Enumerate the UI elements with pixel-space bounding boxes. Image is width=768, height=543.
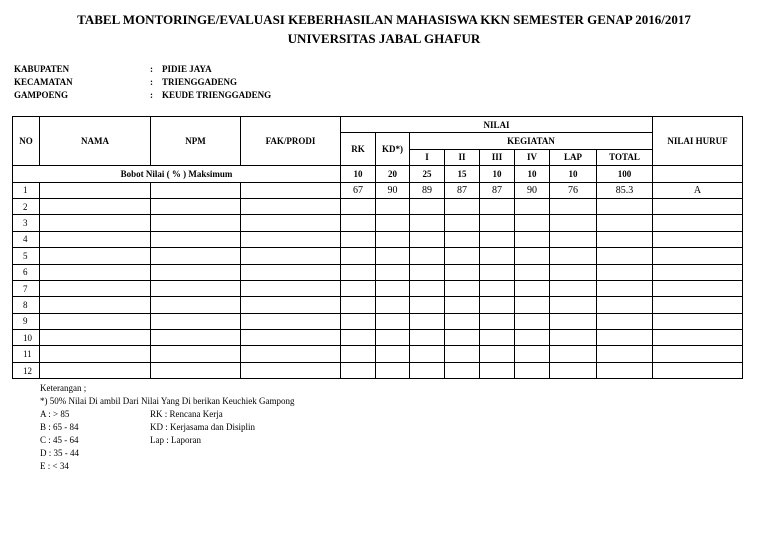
row-iii [480,362,515,378]
row-npm [151,198,241,214]
bobot-total: 100 [597,166,653,182]
row-fak-prodi [241,362,341,378]
row-total [597,248,653,264]
row-nilai-huruf [653,362,743,378]
row-kd [376,330,410,346]
row-npm [151,330,241,346]
grade-range: E : < 34 [40,461,69,471]
row-no: 5 [13,248,40,264]
row-nama [40,297,151,313]
row-lap [550,297,597,313]
info-label: GAMPOENG [14,90,68,100]
row-iv [515,346,550,362]
row-iv [515,330,550,346]
row-lap [550,280,597,296]
bobot-iii: 10 [480,166,515,182]
location-info [14,63,271,102]
row-total [597,264,653,280]
row-lap [550,362,597,378]
row-nama [40,330,151,346]
row-npm [151,313,241,329]
header-nilai: NILAI [341,117,653,133]
row-nilai-huruf [653,248,743,264]
row-kd [376,264,410,280]
row-no: 3 [13,215,40,231]
row-nama [40,182,151,198]
info-value: PIDIE JAYA [162,64,212,74]
row-total [597,297,653,313]
row-i [410,264,445,280]
bobot-lap: 10 [550,166,597,182]
row-fak-prodi [241,330,341,346]
row-kd [376,231,410,247]
row-rk [341,264,376,280]
row-iv [515,313,550,329]
table-row [13,280,743,296]
header-iv: IV [515,149,550,165]
row-kd [376,313,410,329]
row-no: 12 [13,362,40,378]
grade-legend-row [40,460,294,473]
info-row-gampoeng [14,89,271,102]
row-npm [151,248,241,264]
row-fak-prodi [241,280,341,296]
table-row [13,330,743,346]
notes [40,382,294,473]
row-iii [480,280,515,296]
row-ii [445,346,480,362]
header-kd: KD*) [376,133,410,166]
header-row [13,117,743,133]
row-lap [550,231,597,247]
table-row [13,362,743,378]
row-ii [445,313,480,329]
row-nilai-huruf [653,264,743,280]
row-iv [515,280,550,296]
row-iv [515,362,550,378]
row-lap [550,330,597,346]
info-value: KEUDE TRIENGGADENG [162,90,272,100]
row-npm [151,231,241,247]
info-row-kecamatan [14,76,271,89]
row-total [597,215,653,231]
row-ii [445,248,480,264]
row-ii [445,330,480,346]
info-separator: : [150,77,153,87]
bobot-huruf [653,166,743,182]
row-ii [445,231,480,247]
row-nama [40,264,151,280]
row-npm [151,362,241,378]
row-rk [341,248,376,264]
row-iv [515,198,550,214]
header-kegiatan: KEGIATAN [410,133,653,149]
row-ii: 87 [445,182,480,198]
row-rk [341,231,376,247]
row-fak-prodi [241,248,341,264]
grade-legend-row [40,408,294,421]
row-kd [376,280,410,296]
row-nilai-huruf [653,215,743,231]
row-total [597,231,653,247]
row-total: 85.3 [597,182,653,198]
row-fak-prodi [241,346,341,362]
row-nama [40,198,151,214]
row-i [410,313,445,329]
bobot-label: Bobot Nilai ( % ) Maksimum [13,166,341,182]
row-i [410,280,445,296]
table-row [13,264,743,280]
info-separator: : [150,90,153,100]
row-lap [550,264,597,280]
row-kd [376,362,410,378]
row-fak-prodi [241,297,341,313]
info-value: TRIENGGADENG [162,77,238,87]
row-i [410,346,445,362]
row-rk [341,215,376,231]
row-nilai-huruf [653,297,743,313]
row-iii: 87 [480,182,515,198]
header-iii: III [480,149,515,165]
row-npm [151,215,241,231]
row-iii [480,297,515,313]
row-no: 4 [13,231,40,247]
info-separator: : [150,64,153,74]
table-row [13,231,743,247]
row-iii [480,215,515,231]
row-rk [341,362,376,378]
row-i [410,198,445,214]
grade-range: A : > 85 [40,409,70,419]
row-total [597,313,653,329]
row-nilai-huruf: A [653,182,743,198]
header-total: TOTAL [597,149,653,165]
row-i [410,362,445,378]
row-iv [515,264,550,280]
row-iii [480,330,515,346]
row-iv [515,297,550,313]
row-nama [40,248,151,264]
abbreviation: Lap : Laporan [150,435,201,445]
row-iii [480,346,515,362]
row-kd [376,215,410,231]
row-iii [480,264,515,280]
row-rk [341,346,376,362]
bobot-ii: 15 [445,166,480,182]
row-fak-prodi [241,182,341,198]
row-kd [376,346,410,362]
row-no: 8 [13,297,40,313]
row-rk [341,280,376,296]
row-lap [550,215,597,231]
row-no: 1 [13,182,40,198]
row-i: 89 [410,182,445,198]
header-lap: LAP [550,149,597,165]
row-rk [341,313,376,329]
row-fak-prodi [241,231,341,247]
row-iv [515,231,550,247]
table-row [13,198,743,214]
info-label: KABUPATEN [14,64,70,74]
row-npm [151,280,241,296]
row-nama [40,215,151,231]
row-iii [480,248,515,264]
row-iii [480,313,515,329]
row-nama [40,362,151,378]
grade-range: D : 35 - 44 [40,448,79,458]
table-row [13,182,743,198]
row-ii [445,362,480,378]
row-no: 2 [13,198,40,214]
bobot-row [13,166,743,182]
row-iii [480,198,515,214]
row-fak-prodi [241,313,341,329]
row-fak-prodi [241,264,341,280]
row-total [597,346,653,362]
row-nama [40,313,151,329]
row-nama [40,346,151,362]
evaluation-table [12,116,743,379]
grade-range: C : 45 - 64 [40,435,79,445]
info-label: KECAMATAN [14,77,73,87]
row-iv [515,215,550,231]
page-subtitle: UNIVERSITAS JABAL GHAFUR [287,31,481,46]
row-lap [550,313,597,329]
bobot-rk: 10 [341,166,376,182]
row-lap: 76 [550,182,597,198]
abbreviation: RK : Rencana Kerja [150,409,223,419]
row-fak-prodi [241,215,341,231]
row-total [597,198,653,214]
row-no: 11 [13,346,40,362]
table-row [13,248,743,264]
row-npm [151,297,241,313]
table-row [13,215,743,231]
header-no: NO [13,117,40,166]
info-row-kabupaten [14,63,271,76]
header-nilai-huruf: NILAI HURUF [653,117,743,166]
row-kd: 90 [376,182,410,198]
row-rk: 67 [341,182,376,198]
row-nilai-huruf [653,198,743,214]
bobot-iv: 10 [515,166,550,182]
row-rk [341,198,376,214]
grade-legend-row [40,447,294,460]
notes-footnote: *) 50% Nilai Di ambil Dari Nilai Yang Di berikan Keuchiek Gampong [40,396,295,406]
row-kd [376,297,410,313]
header-npm: NPM [151,117,241,166]
row-kd [376,198,410,214]
row-iii [480,231,515,247]
row-nilai-huruf [653,280,743,296]
table-row [13,313,743,329]
row-i [410,215,445,231]
row-total [597,280,653,296]
row-rk [341,330,376,346]
row-lap [550,346,597,362]
row-fak-prodi [241,198,341,214]
row-total [597,362,653,378]
row-npm [151,182,241,198]
row-total [597,330,653,346]
row-nilai-huruf [653,313,743,329]
row-ii [445,264,480,280]
row-npm [151,264,241,280]
row-kd [376,248,410,264]
header-fak-prodi: FAK/PRODI [241,117,341,166]
row-nilai-huruf [653,231,743,247]
notes-heading: Keterangan ; [40,383,87,393]
grade-range: B : 65 - 84 [40,422,79,432]
header-nama: NAMA [40,117,151,166]
grade-legend-row [40,434,294,447]
grade-legend-row [40,421,294,434]
row-i [410,330,445,346]
row-no: 7 [13,280,40,296]
row-ii [445,198,480,214]
row-lap [550,248,597,264]
row-no: 9 [13,313,40,329]
page-title: TABEL MONTORINGE/EVALUASI KEBERHASILAN MAHASISWA KKN SEMESTER GENAP 2016/2017 [77,12,691,27]
header-rk: RK [341,133,376,166]
row-no: 10 [13,330,40,346]
row-nilai-huruf [653,330,743,346]
bobot-i: 25 [410,166,445,182]
row-ii [445,280,480,296]
row-i [410,248,445,264]
row-nama [40,231,151,247]
row-nama [40,280,151,296]
abbreviation: KD : Kerjasama dan Disiplin [150,422,255,432]
row-ii [445,297,480,313]
row-i [410,231,445,247]
row-npm [151,346,241,362]
row-ii [445,215,480,231]
row-iv: 90 [515,182,550,198]
row-iv [515,248,550,264]
row-i [410,297,445,313]
row-rk [341,297,376,313]
header-i: I [410,149,445,165]
table-row [13,297,743,313]
row-nilai-huruf [653,346,743,362]
header-ii: II [445,149,480,165]
row-lap [550,198,597,214]
bobot-kd: 20 [376,166,410,182]
table-row [13,346,743,362]
row-no: 6 [13,264,40,280]
